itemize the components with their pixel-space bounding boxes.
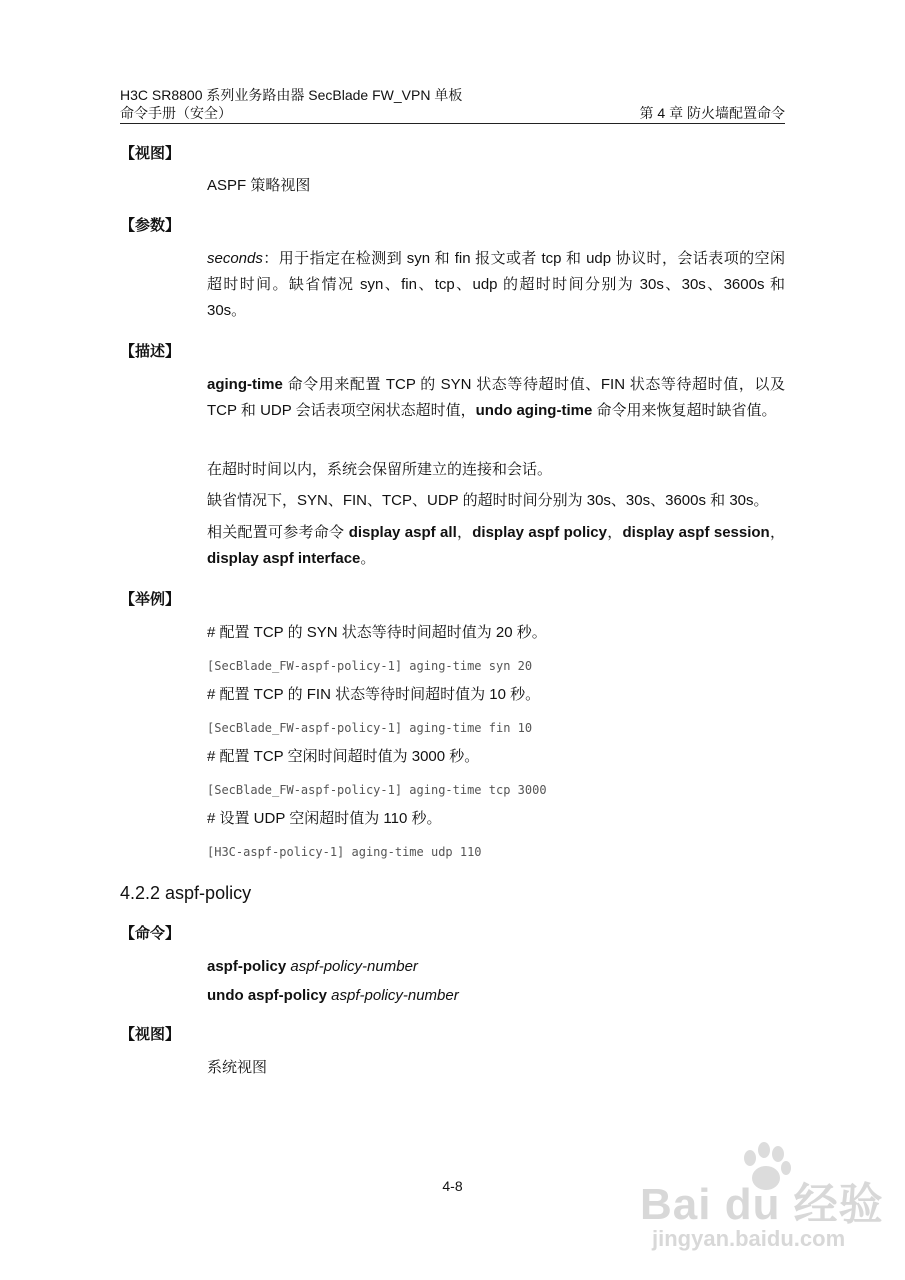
example-comment: # 配置 TCP 的 SYN 状态等待时间超时值为 20 秒。	[207, 624, 547, 641]
page-number: 4-8	[442, 1178, 463, 1194]
view-value-2: 系统视图	[207, 1059, 268, 1076]
desc-cmd-aging-time: aging-time	[207, 376, 283, 393]
cmd-syntax-1	[207, 957, 418, 977]
view-value: ASPF 策略视图	[207, 177, 311, 194]
desc-p4-end: 。	[360, 550, 376, 567]
example-label: 【举例】	[120, 591, 181, 608]
desc-paragraph-1	[207, 372, 785, 424]
desc-paragraph-2: 在超时时间以内，系统会保留所建立的连接和会话。	[207, 461, 553, 478]
desc-text-2: 命令用来恢复超时缺省值。	[592, 402, 777, 419]
cmd-syntax-2	[207, 986, 459, 1006]
cmd-label: 【命令】	[120, 925, 181, 942]
view-label-2: 【视图】	[120, 1026, 181, 1043]
param-label: 【参数】	[120, 217, 181, 234]
desc-paragraph-4	[207, 520, 785, 572]
watermark-url: jingyan.baidu.com	[652, 1226, 846, 1251]
page-header	[120, 86, 785, 124]
header-manual-title: 命令手册（安全）	[120, 105, 232, 121]
header-product-title: H3C SR8800 系列业务路由器 SecBlade FW_VPN 单板	[120, 87, 463, 103]
example-code: [SecBlade_FW-aspf-policy-1] aging-time syn 20	[207, 659, 533, 673]
desc-paragraph-3: 缺省情况下，SYN、FIN、TCP、UDP 的超时时间分别为 30s、30s、3600s 和 30s。	[207, 492, 769, 509]
param-description	[207, 246, 785, 324]
cmd-keyword: aspf-policy	[207, 958, 287, 975]
cmd-argument: aspf-policy-number	[327, 987, 459, 1004]
view-label: 【视图】	[120, 145, 181, 162]
desc-p4-prefix: 相关配置可参考命令	[207, 524, 349, 541]
param-name: seconds	[207, 250, 263, 267]
example-comment: # 配置 TCP 空闲时间超时值为 3000 秒。	[207, 748, 480, 765]
desc-cmd-undo-aging-time: undo aging-time	[475, 402, 593, 419]
cmd-display-aspf-all: display aspf all	[348, 524, 457, 541]
example-code: [H3C-aspf-policy-1] aging-time udp 110	[207, 845, 482, 859]
desc-label: 【描述】	[120, 343, 181, 360]
section-heading: 4.2.2 aspf-policy	[120, 883, 252, 903]
desc-p4-sep-1: ，	[456, 524, 473, 541]
example-code: [SecBlade_FW-aspf-policy-1] aging-time tcp 3000	[207, 783, 547, 797]
example-code: [SecBlade_FW-aspf-policy-1] aging-time fin 10	[207, 721, 533, 735]
baidu-watermark	[640, 1140, 890, 1270]
param-text: ：用于指定在检测到 syn 和 fin 报文或者 tcp 和 udp 协议时，会话表项的空闲超时时间。缺省情况 syn、fin、tcp、udp 的超时时间分别为 30s、30s、3600s 和 30s。	[207, 250, 785, 319]
cmd-display-aspf-policy: display aspf policy	[472, 524, 607, 541]
cmd-display-aspf-session: display aspf session	[622, 524, 770, 541]
desc-p4-sep-3: ，	[769, 524, 785, 541]
example-comment: # 设置 UDP 空闲超时值为 110 秒。	[207, 810, 442, 827]
cmd-argument: aspf-policy-number	[286, 958, 418, 975]
header-chapter-title: 第 4 章 防火墙配置命令	[639, 105, 785, 121]
cmd-keyword: undo aspf-policy	[207, 987, 327, 1004]
desc-p4-sep-2: ，	[606, 524, 623, 541]
desc-text-1: 命令用来配置 TCP 的 SYN 状态等待超时值、FIN 状态等待超时值，以及 TCP 和 UDP 会话表项空闲状态超时值，	[207, 376, 785, 419]
cmd-display-aspf-interface: display aspf interface	[207, 550, 361, 567]
watermark-logo-text: Bai du 经验	[640, 1180, 884, 1229]
example-comment: # 配置 TCP 的 FIN 状态等待时间超时值为 10 秒。	[207, 686, 541, 703]
